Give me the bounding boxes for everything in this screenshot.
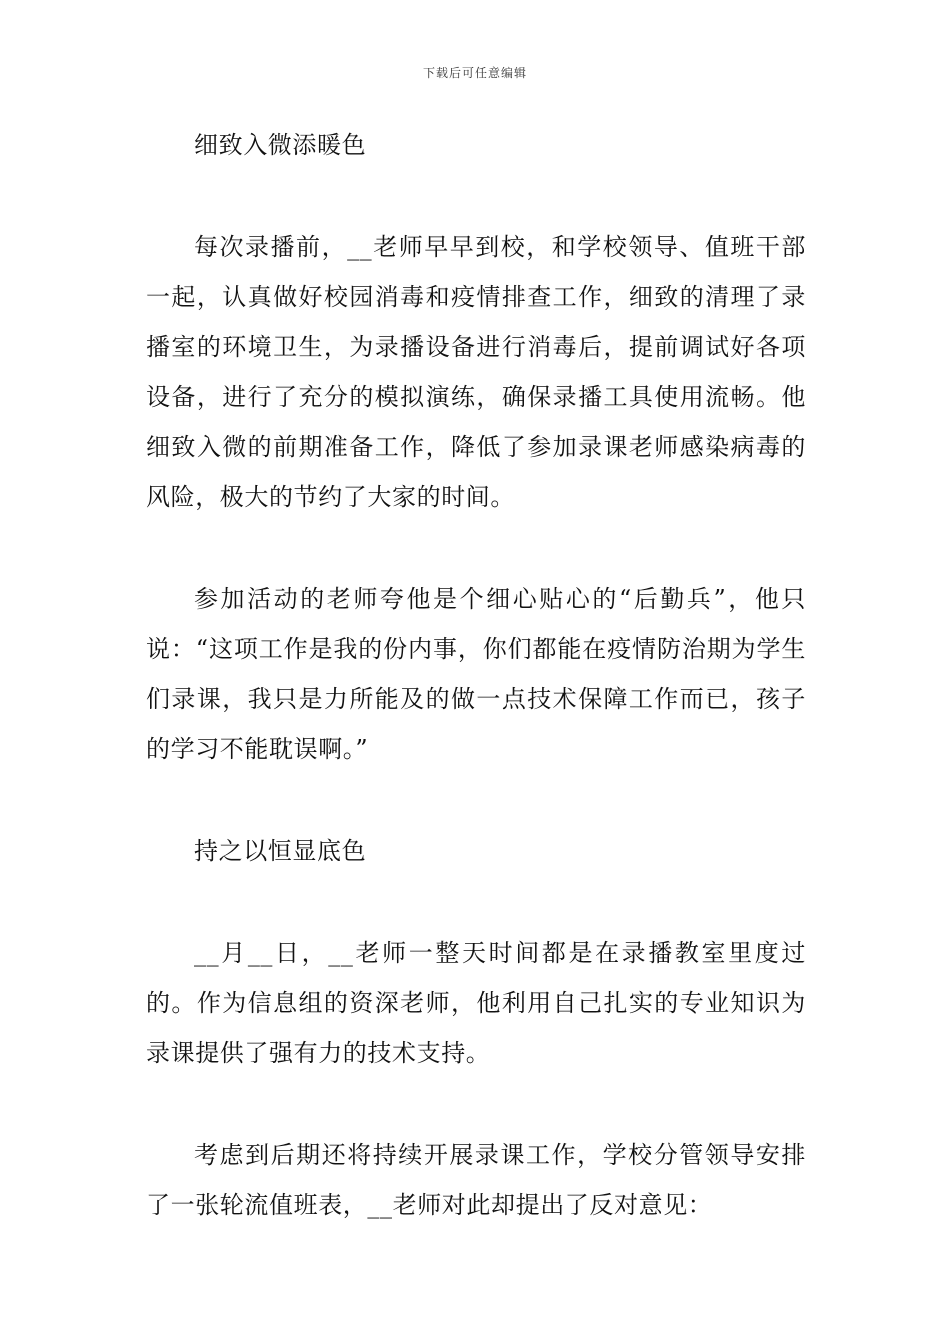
paragraph-gap xyxy=(146,774,806,826)
document-body xyxy=(146,120,806,1230)
paragraph-1: 每次录播前，__老师早早到校，和学校领导、值班干部一起，认真做好校园消毒和疫情排查工作，细致的清理了录播室的环境卫生，为录播设备进行消毒后，提前调试好各项设备，进行了充分的模拟演练，确保录播工具使用流畅。他细致入微的前期准备工作，降低了参加录课老师感染病毒的风险，极大的节约了大家的时间。 xyxy=(146,233,806,511)
page-header: 下载后可任意编辑 xyxy=(422,66,527,80)
paragraph-gap xyxy=(146,876,806,928)
paragraph-gap xyxy=(146,522,806,574)
paragraph-4: 考虑到后期还将持续开展录课工作，学校分管领导安排了一张轮流值班表，__老师对此却提出了反对意见： xyxy=(146,1141,806,1219)
section-heading-1: 细致入微添暖色 xyxy=(194,131,367,159)
section-heading-2: 持之以恒显底色 xyxy=(194,837,367,865)
paragraph-gap xyxy=(146,170,806,222)
paragraph-gap xyxy=(146,1078,806,1130)
paragraph-3: __月__日，__老师一整天时间都是在录播教室里度过的。作为信息组的资深老师，他利用自己扎实的专业知识为录课提供了强有力的技术支持。 xyxy=(146,939,806,1067)
paragraph-2: 参加活动的老师夸他是个细心贴心的“后勤兵”，他只说：“这项工作是我的份内事，你们都能在疫情防治期为学生们录课，我只是力所能及的做一点技术保障工作而已，孩子的学习不能耽误啊。” xyxy=(146,585,806,763)
